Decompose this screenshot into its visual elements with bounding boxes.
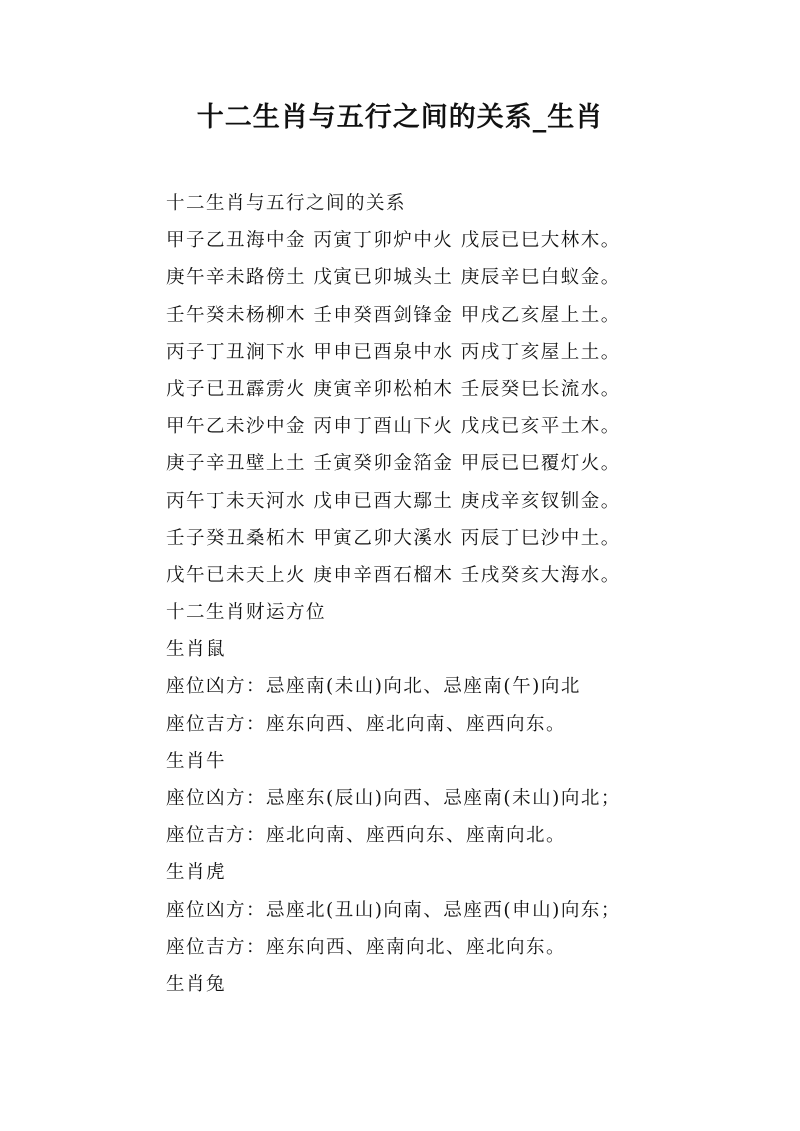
text-line: 庚子辛丑壁上土 壬寅癸卯金箔金 甲辰已巳覆灯火。 [166,453,621,475]
zodiac-heading-rabbit: 生肖兔 [166,973,227,995]
section-heading-wuxing: 十二生肖与五行之间的关系 [166,193,407,214]
text-line: 庚午辛未路傍土 戊寅已卯城头土 庚辰辛巳白蚁金。 [166,267,621,289]
text-line: 甲午乙未沙中金 丙申丁酉山下火 戊戌已亥平土木。 [166,416,621,438]
text-line: 丙午丁未天河水 戊申已酉大鄢土 庚戌辛亥钗钏金。 [166,490,621,512]
zodiac-heading-ox: 生肖牛 [166,750,227,772]
text-line: 丙子丁丑涧下水 甲申已酉泉中水 丙戌丁亥屋上土。 [166,341,621,363]
text-line: 座位吉方：座东向西、座南向北、座北向东。 [166,936,567,958]
text-line: 壬午癸未杨柳木 壬申癸酉剑锋金 甲戌乙亥屋上土。 [166,304,621,326]
text-line: 座位凶方：忌座南(未山)向北、忌座南(午)向北 [166,676,581,698]
text-line: 座位凶方：忌座北(丑山)向南、忌座西(申山)向东； [166,899,621,921]
section-heading-fortune: 十二生肖财运方位 [166,602,327,624]
text-line: 戊午已未天上火 庚申辛酉石榴木 壬戌癸亥大海水。 [166,564,621,586]
text-line: 座位吉方：座东向西、座北向南、座西向东。 [166,713,567,735]
text-line: 座位凶方：忌座东(辰山)向西、忌座南(未山)向北； [166,788,621,809]
text-line: 戊子已丑霹雳火 庚寅辛卯松柏木 壬辰癸巳长流水。 [166,378,621,400]
document-body [166,185,766,1003]
text-line: 壬子癸丑桑柘木 甲寅乙卯大溪水 丙辰丁巳沙中土。 [166,527,621,549]
zodiac-heading-rat: 生肖鼠 [166,639,227,661]
document-title: 十二生肖与五行之间的关系_生肖 [196,102,604,133]
text-line: 甲子乙丑海中金 丙寅丁卯炉中火 戊辰已巳大林木。 [166,230,621,252]
zodiac-heading-tiger: 生肖虎 [166,862,227,884]
text-line: 座位吉方：座北向南、座西向东、座南向北。 [166,825,567,847]
